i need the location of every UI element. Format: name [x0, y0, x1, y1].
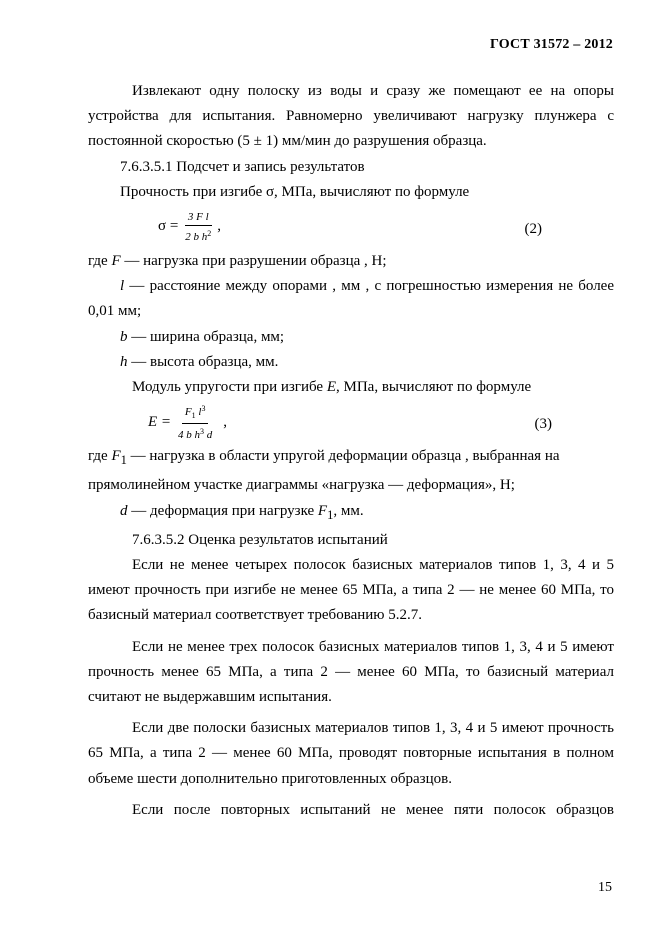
paragraph-after-retest: Если после повторных испытаний не менее пяти полосок образцов: [132, 801, 614, 818]
definition-b: b — ширина образца, мм;: [120, 328, 285, 345]
formula-2-numerator: 3 F l: [185, 211, 212, 226]
section-heading-7-6-3-5-1: 7.6.3.5.1 Подсчет и запись результатов: [120, 158, 365, 175]
modulus-formula-intro: Модуль упругости при изгибе E, МПа, вычисляют по формуле: [132, 379, 532, 396]
page-number: 15: [598, 880, 612, 895]
definition-F: где F — нагрузка при разрушении образца , Н;: [88, 253, 387, 270]
formula-2-number: (2): [524, 221, 542, 238]
formula-3-row: [88, 400, 614, 444]
formula-3-lhs: E =: [148, 413, 172, 430]
formula-2-comma: ,: [217, 218, 222, 235]
definition-l: l — расстояние между опорами , мм , с погрешностью измерения не более 0,01 мм;: [88, 278, 614, 320]
document-body: [88, 79, 614, 823]
definition-F1: где $F_1$ — нагрузка в области упругой деформации образца , выбранная на прямолинейном участке диаграммы «нагрузка — деформация», Н;: [88, 448, 560, 494]
formula-2-lhs: σ =: [158, 218, 179, 235]
formula-3-fraction: [175, 402, 215, 442]
formula-2: [158, 205, 221, 249]
formula-3-denominator: 4 b $h^3$ d: [178, 427, 213, 442]
paragraph-two-strips: Если две полоски базисных материалов типов 1, 3, 4 и 5 имеют прочность 65 МПа, а типа 2 — менее 60 МПа, проводят повторные испытания в полном объеме шести дополнительно приготовленных образцов.: [88, 720, 614, 787]
definition-h: h — высота образца, мм.: [120, 353, 279, 370]
paragraph-four-strips: Если не менее четырех полосок базисных материалов типов 1, 3, 4 и 5 имеют прочность при изгибе не менее 65 МПа, а типа 2 — не менее 60 МПа, то базисный материал соответствует требованию 5.2.7.: [88, 557, 614, 624]
formula-2-row: [88, 205, 614, 249]
formula-3-number: (3): [534, 416, 552, 433]
page-header-standard: ГОСТ 31572 – 2012: [490, 37, 613, 52]
section-heading-7-6-3-5-2: 7.6.3.5.2 Оценка результатов испытаний: [132, 531, 388, 548]
formula-2-denominator: 2 b $h^2$: [185, 228, 212, 243]
paragraph-three-strips: Если не менее трех полосок базисных материалов типов 1, 3, 4 и 5 имеют прочность менее 65 МПа, а типа 2 — менее 60 МПа, то базисный материал считают не выдержавшим испытания.: [88, 638, 614, 706]
paragraph-extract-strip: Извлекают одну полоску из воды и сразу же помещают ее на опоры устройства для испытания. Равномерно увеличивают нагрузку плунжера с постоянной скоростью (5 ± 1) мм/мин до разрушения образца.: [88, 83, 614, 150]
formula-3: [148, 400, 227, 444]
formula-2-fraction: [182, 211, 214, 244]
definition-d: d — деформация при нагрузке $F_1$, мм.: [120, 502, 364, 522]
formula-3-comma: ,: [223, 413, 228, 430]
formula-3-numerator: $F_1$ $l^3$: [182, 402, 209, 424]
strength-formula-intro: Прочность при изгибе σ, МПа, вычисляют по формуле: [120, 183, 470, 200]
